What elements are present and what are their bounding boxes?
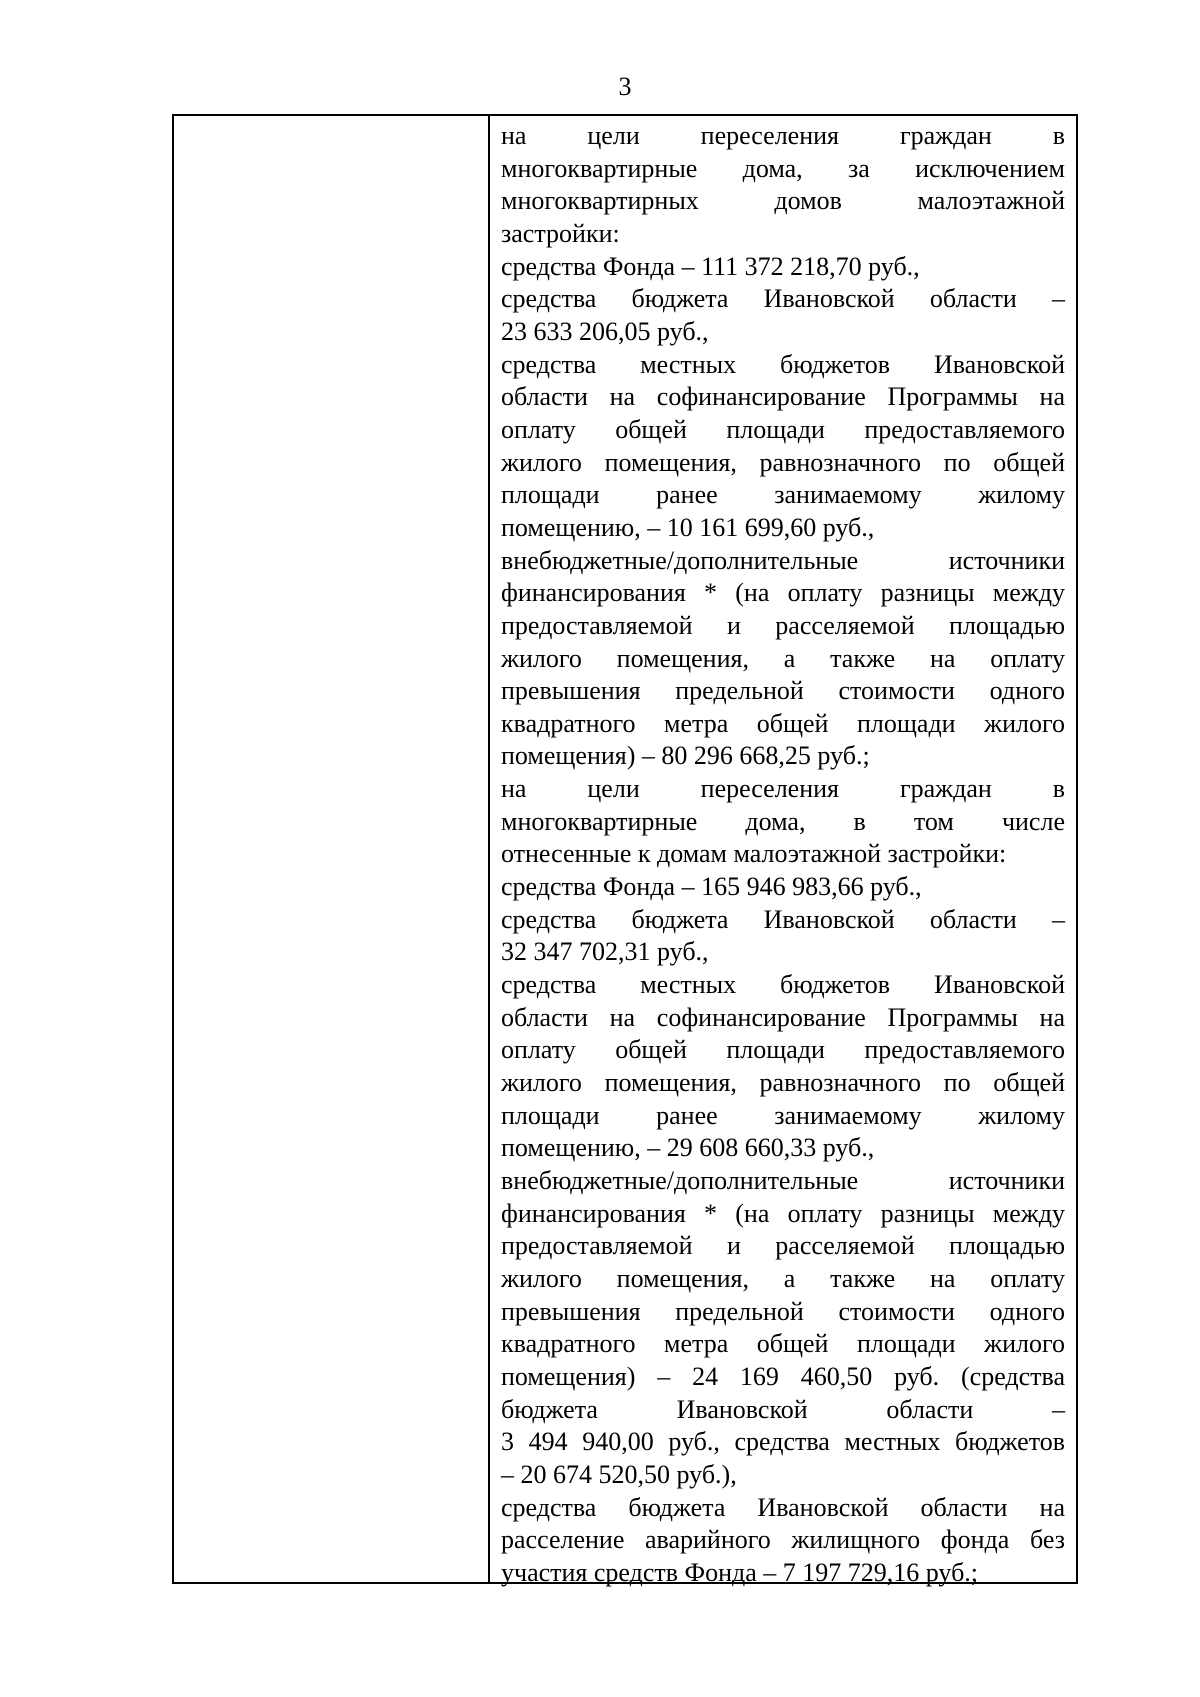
text-line: жилого помещения, а также на оплату [501, 643, 1065, 673]
text-line: участия средств Фонда – 7 197 729,16 руб.; [501, 1557, 979, 1587]
text-line: отнесенные к домам малоэтажной застройки: [501, 839, 1007, 869]
text-line: средства бюджета Ивановской области – [501, 904, 1065, 934]
text-line: помещения) – 24 169 460,50 руб. (средства [501, 1361, 1065, 1391]
table-right-cell [490, 116, 1076, 1587]
text-line: превышения предельной стоимости одного [501, 1296, 1065, 1326]
text-line: финансирования * (на оплату разницы между [501, 578, 1065, 608]
table-left-cell [174, 116, 490, 1582]
text-line: оплату общей площади предоставляемого [501, 414, 1065, 444]
text-line: квадратного метра общей площади жилого [501, 1329, 1065, 1359]
text-line: средства бюджета Ивановской области – [501, 284, 1065, 314]
text-line: площади ранее занимаемому жилому [501, 1100, 1065, 1130]
text-line: предоставляемой и расселяемой площадью [501, 610, 1065, 640]
text-line: предоставляемой и расселяемой площадью [501, 1231, 1065, 1261]
text-line: области на софинансирование Программы на [501, 382, 1065, 412]
text-line: многоквартирные дома, за исключением [501, 153, 1065, 183]
text-line: средства Фонда – 111 372 218,70 руб., [501, 251, 920, 281]
text-line: средства бюджета Ивановской области на [501, 1492, 1065, 1522]
page-number: 3 [618, 72, 632, 101]
text-line: жилого помещения, равнозначного по общей [501, 447, 1065, 477]
text-line: внебюджетные/дополнительные источники [501, 545, 1065, 575]
text-line: средства местных бюджетов Ивановской [501, 349, 1065, 379]
text-line: многоквартирных домов малоэтажной [501, 186, 1065, 216]
text-line: помещения) – 80 296 668,25 руб.; [501, 741, 870, 771]
text-line: средства местных бюджетов Ивановской [501, 970, 1065, 1000]
text-line: жилого помещения, а также на оплату [501, 1263, 1065, 1293]
text-line: квадратного метра общей площади жилого [501, 708, 1065, 738]
text-line: 3 494 940,00 руб., средства местных бюджетов [501, 1427, 1065, 1457]
text-line: 32 347 702,31 руб., [501, 937, 709, 967]
text-line: – 20 674 520,50 руб.), [501, 1459, 737, 1489]
text-line: на цели переселения граждан в [501, 774, 1065, 804]
text-line: застройки: [501, 218, 620, 248]
text-line: многоквартирные дома, в том числе [501, 806, 1065, 836]
text-line: области на софинансирование Программы на [501, 1002, 1065, 1032]
text-line: финансирования * (на оплату разницы между [501, 1198, 1065, 1228]
text-line: 23 633 206,05 руб., [501, 316, 709, 346]
text-line: оплату общей площади предоставляемого [501, 1035, 1065, 1065]
text-line: средства Фонда – 165 946 983,66 руб., [501, 872, 922, 902]
text-line: внебюджетные/дополнительные источники [501, 1166, 1065, 1195]
text-line: помещению, – 29 608 660,33 руб., [501, 1133, 875, 1163]
text-line: помещению, – 10 161 699,60 руб., [501, 512, 875, 542]
text-line: бюджета Ивановской области – [501, 1394, 1065, 1424]
document-table [172, 114, 1078, 1587]
text-line: расселение аварийного жилищного фонда без [501, 1525, 1065, 1555]
text-line: на цели переселения граждан в [501, 121, 1065, 150]
text-line: жилого помещения, равнозначного по общей [501, 1068, 1065, 1098]
text-line: превышения предельной стоимости одного [501, 676, 1065, 706]
text-line: площади ранее занимаемому жилому [501, 480, 1065, 510]
